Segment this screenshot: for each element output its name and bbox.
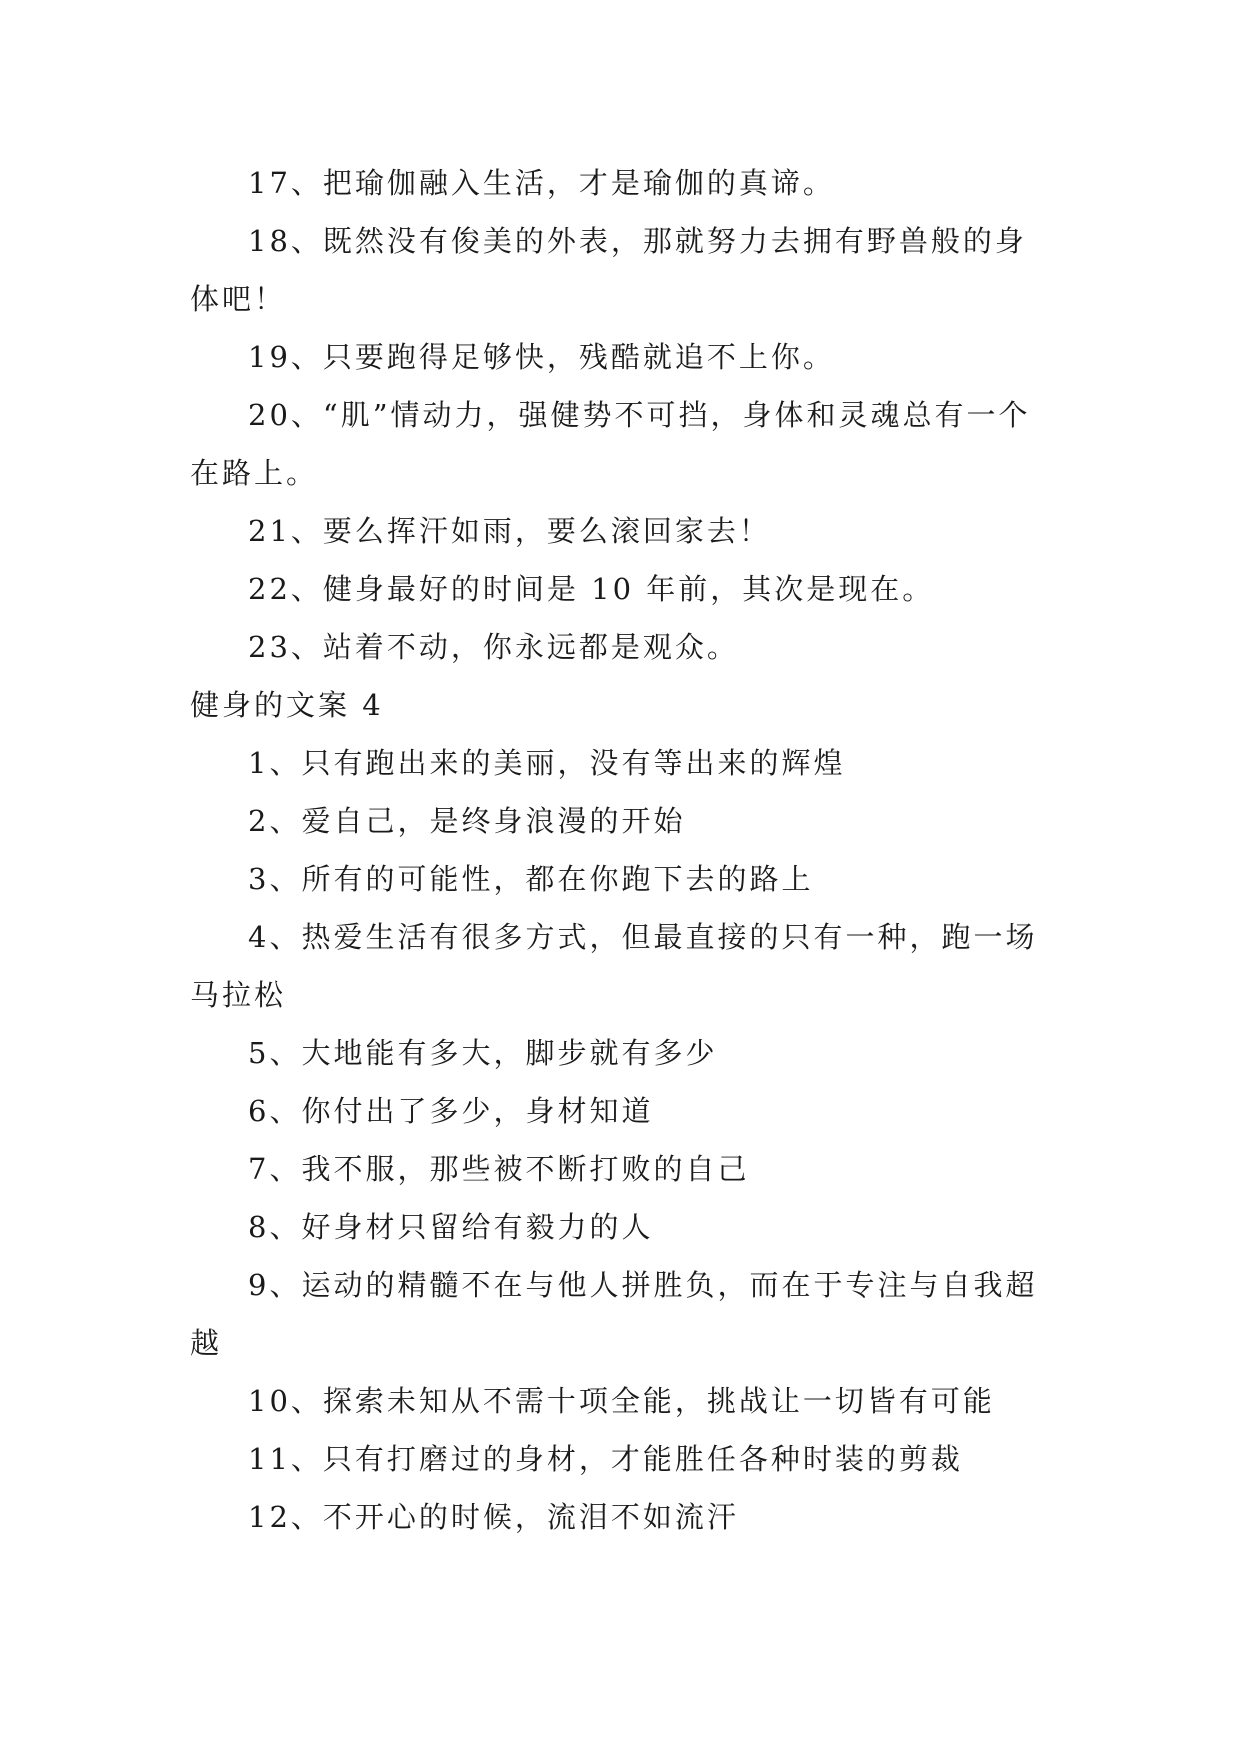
list-item: 5、大地能有多大，脚步就有多少: [248, 1036, 718, 1070]
list-item: 1、只有跑出来的美丽，没有等出来的辉煌: [248, 746, 846, 780]
list-item: 3、所有的可能性，都在你跑下去的路上: [248, 862, 814, 896]
list-item: 9、运动的精髓不在与他人拼胜负，而在于专注与自我超越: [190, 1268, 1038, 1360]
section-heading: 健身的文案 4: [190, 688, 384, 722]
list-item: 12、不开心的时候，流泪不如流汗: [248, 1500, 739, 1534]
list-item: 4、热爱生活有很多方式，但最直接的只有一种，跑一场马拉松: [190, 920, 1038, 1012]
list-item: 17、把瑜伽融入生活，才是瑜伽的真谛。: [248, 166, 835, 200]
list-item: 20、“肌”情动力，强健势不可挡，身体和灵魂总有一个在路上。: [190, 398, 1031, 490]
list-item: 2、爱自己，是终身浪漫的开始: [248, 804, 686, 838]
list-item: 19、只要跑得足够快，残酷就追不上你。: [248, 340, 835, 374]
list-item: 18、既然没有俊美的外表，那就努力去拥有野兽般的身体吧！: [190, 224, 1027, 316]
list-item: 7、我不服，那些被不断打败的自己: [248, 1152, 750, 1186]
list-item: 6、你付出了多少，身材知道: [248, 1094, 654, 1128]
list-item: 11、只有打磨过的身材，才能胜任各种时装的剪裁: [248, 1442, 963, 1476]
list-item: 10、探索未知从不需十项全能，挑战让一切皆有可能: [248, 1384, 995, 1418]
list-item: 8、好身材只留给有毅力的人: [248, 1210, 654, 1244]
list-item: 23、站着不动，你永远都是观众。: [248, 630, 739, 664]
list-item: 21、要么挥汗如雨，要么滚回家去！: [248, 514, 771, 548]
list-item: 22、健身最好的时间是 10 年前，其次是现在。: [248, 572, 935, 606]
document-body: [190, 154, 1050, 1546]
